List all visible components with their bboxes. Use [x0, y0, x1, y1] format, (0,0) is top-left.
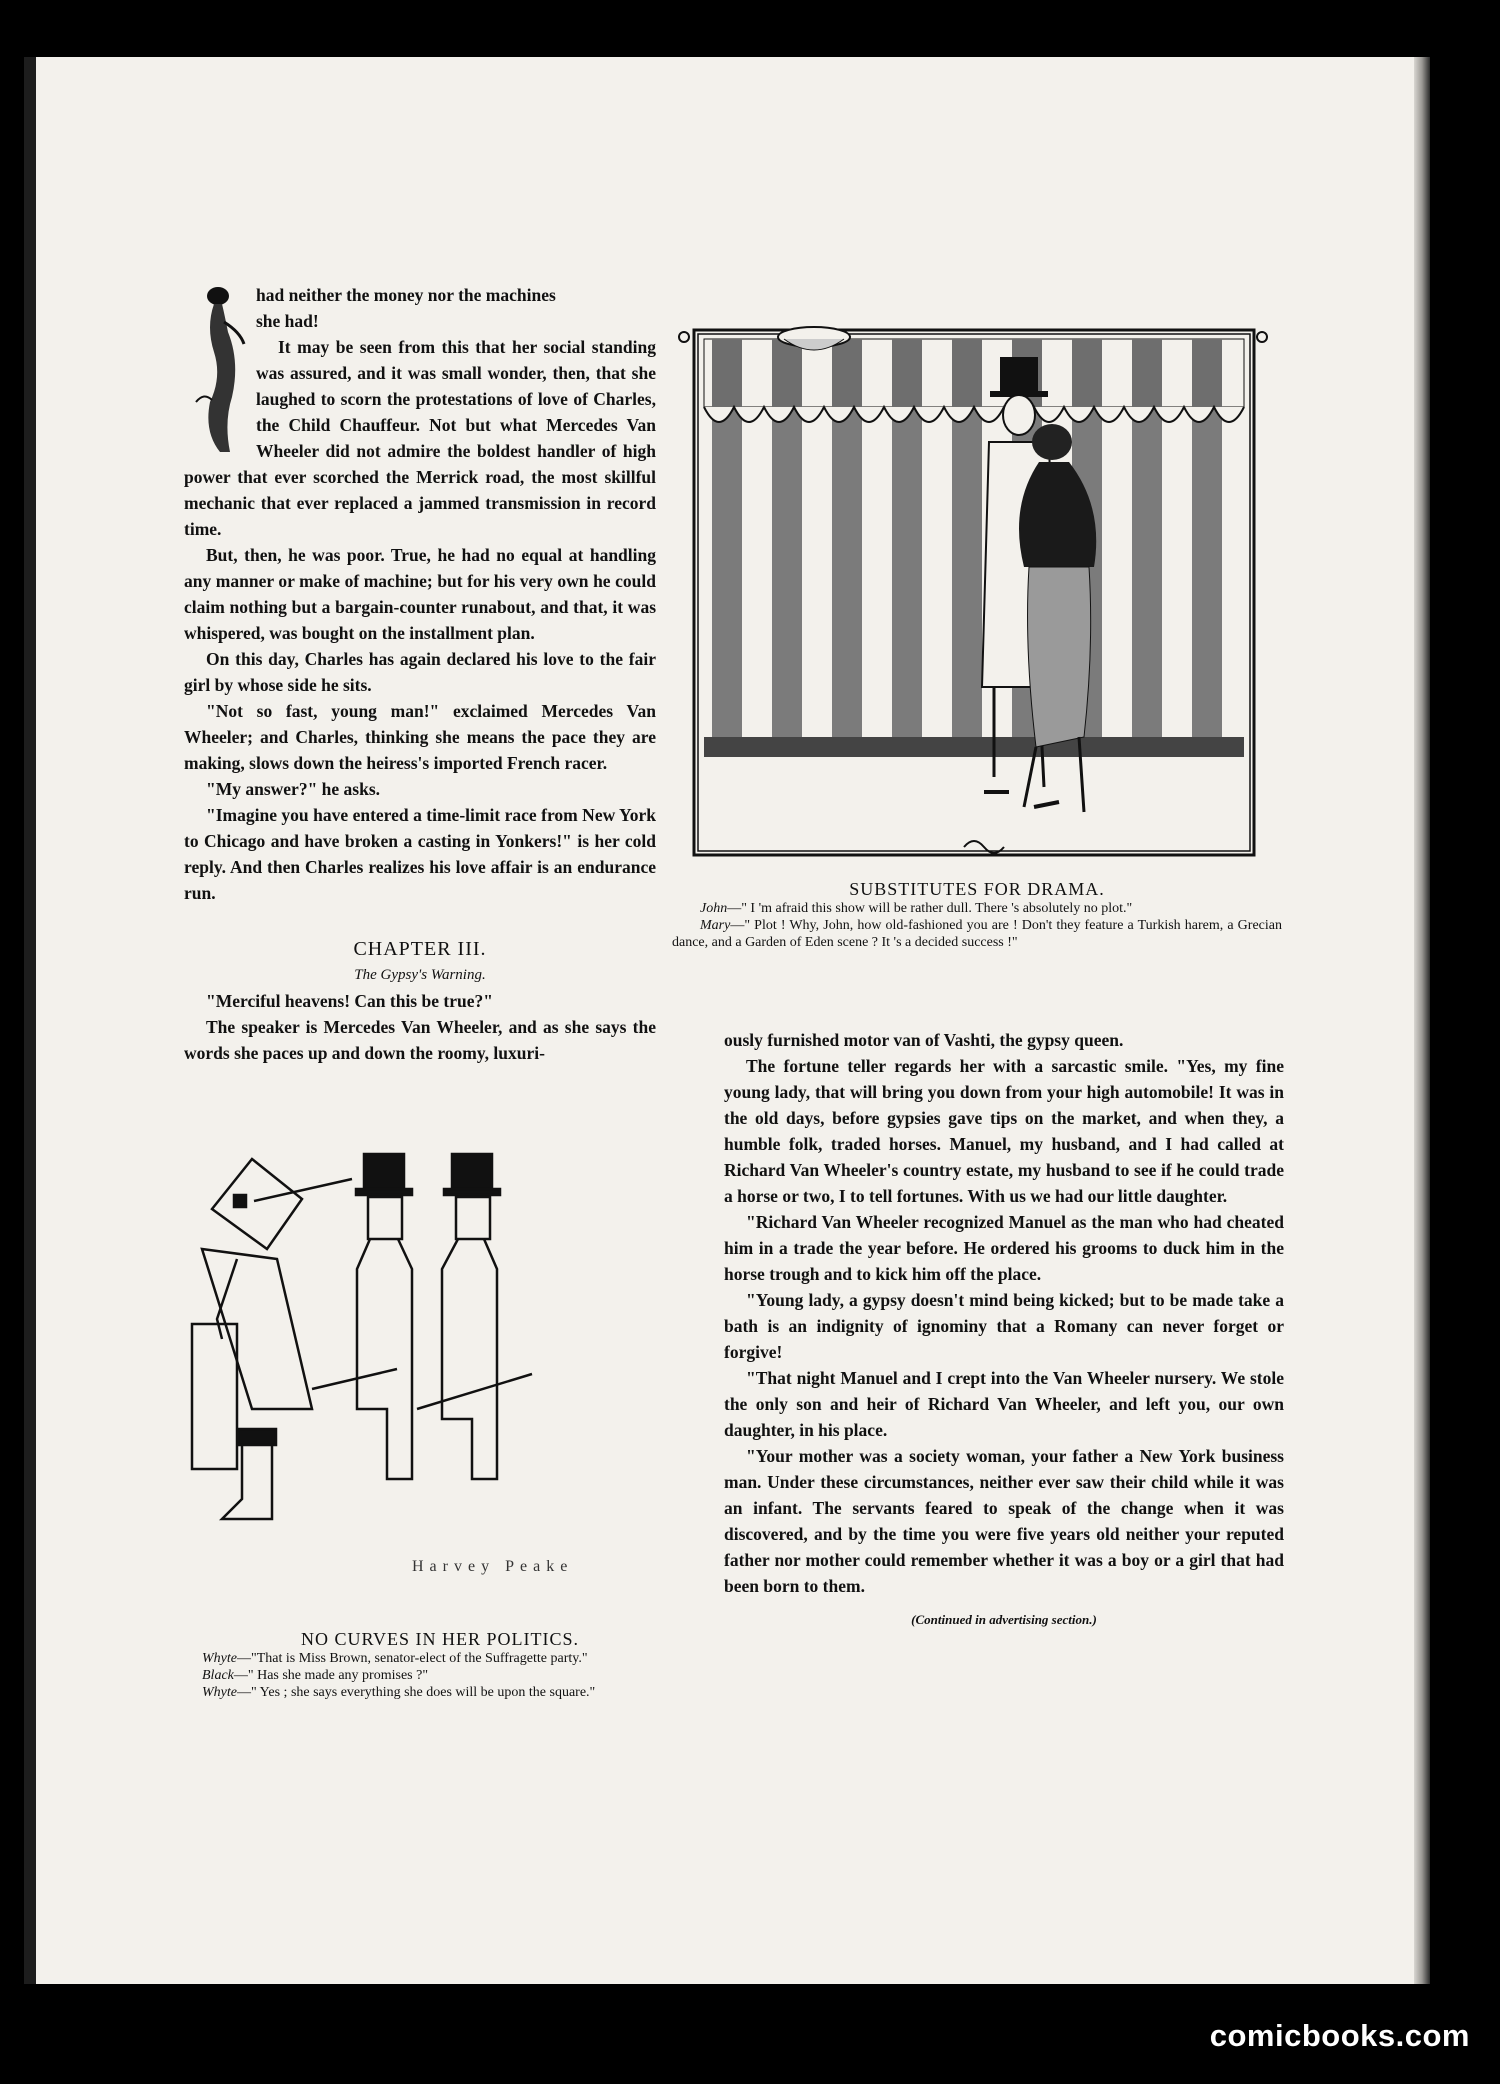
caption-title: NO CURVES IN HER POLITICS.	[300, 1629, 580, 1649]
caption-title: SUBSTITUTES FOR DRAMA.	[849, 879, 1105, 899]
paragraph: "My answer?" he asks.	[206, 779, 381, 799]
paragraph: The speaker is Mercedes Van Wheeler, and as she says the words she paces up and down the roomy, luxuri-	[184, 1017, 656, 1063]
caption-dialogue: John—" I 'm afraid this show will be rather dull. There 's absolutely no plot." Mary—" Plot ! Why, John, how old-fashioned you are ! Don't they feature a Turkish harem, a Grecian dance, and a Garden of Eden scene ? It 's a decided success !"	[672, 901, 1282, 950]
paragraph: "Not so fast, young man!" exclaimed Mercedes Van Wheeler; and Charles, thinking she means the pace they are making, slows down the heiress's imported French racer.	[184, 701, 656, 773]
speaker-name: Black	[202, 1668, 234, 1683]
dialogue-line: "That is Miss Brown, senator-elect of the Suffragette party."	[250, 1651, 588, 1666]
dropcap-line-2: she had!	[256, 311, 319, 331]
site-watermark: comicbooks.com	[1209, 2018, 1470, 2053]
suffragette-figure	[192, 1159, 352, 1519]
dialogue-line: " I 'm afraid this show will be rather dull. There 's absolutely no plot."	[741, 901, 1133, 916]
dialogue-line: " Has she made any promises ?"	[247, 1668, 429, 1683]
paragraph: "Your mother was a society woman, your father a New York business man. Under these circumstances, neither ever saw their child while it was an infant. The servants feared to speak of the change when it was discovered, and by the time you were five years old neither your reputed father nor mother could remember whether it was a boy or a girl that had been born to them.	[724, 1446, 1284, 1596]
striped-wall	[704, 407, 1244, 737]
speaker-name: Mary	[700, 918, 731, 933]
speaker-name: Whyte	[202, 1685, 237, 1700]
paragraph: The fortune teller regards her with a sarcastic smile. "Yes, my fine young lady, that will bring you down from your high automobile! It was in the old days, before gypsies gave tips on the market, and when they, a humble folk, traded horses. Manuel, my husband, and I had called at Richard Van Wheeler's country estate, my husband to see if he could trade a horse or two, I to tell fortunes. With us we had our little daughter.	[724, 1056, 1284, 1206]
chapter-subtitle: The Gypsy's Warning.	[354, 967, 486, 983]
paragraph: "Imagine you have entered a time-limit race from New York to Chicago and have broken a casting in Yonkers!" is her cold reply. And then Charles realizes his love affair is an endurance run.	[184, 805, 656, 903]
paragraph: "Richard Van Wheeler recognized Manuel as the man who had cheated him in a trade the year before. He ordered his grooms to duck him in the horse trough and to kick him off the place.	[724, 1212, 1284, 1284]
paragraph: "Merciful heavens! Can this be true?"	[206, 991, 493, 1011]
caption-top-block	[672, 879, 1282, 951]
page-edge-shadow	[1414, 57, 1430, 1984]
dropcap-lady-illustration	[184, 282, 248, 457]
paragraph: It may be seen from this that her social standing was assured, and it was small wonder, then, that she laughed to scorn the protestations of love of Charles, the Child Chauffeur. Not but what Mercedes Van Wheeler did not admire the boldest handler of high power that ever scorched the Merrick road, the most skillful mechanic that ever replaced a jammed transmission in record time.	[184, 337, 656, 539]
gentleman-figures	[312, 1154, 532, 1479]
continued-note: (Continued in advertising section.)	[911, 1612, 1097, 1627]
cartoon-substitutes-for-drama	[664, 267, 1284, 857]
chapter-title: CHAPTER III.	[353, 938, 487, 960]
cartoon-no-curves	[172, 1139, 692, 1609]
dropcap-line-1: had neither the money nor the machines	[256, 285, 556, 305]
paragraph: "Young lady, a gypsy doesn't mind being kicked; but to be made take a bath is an indignity of ignominy that a Romany can never forget or forgive!	[724, 1290, 1284, 1362]
paragraph: But, then, he was poor. True, he had no equal at handling any manner or make of machine; but for his very own he could claim nothing but a bargain-counter runabout, and that, it was whispered, was bought on the installment plan.	[184, 545, 656, 643]
right-column-text	[724, 1027, 1284, 1633]
dialogue-line: " Yes ; she says everything she does will be upon the square."	[250, 1685, 596, 1700]
paragraph: "That night Manuel and I crept into the Van Wheeler nursery. We stole the only son and heir of Richard Van Wheeler, and left you, our own daughter, in his place.	[724, 1368, 1284, 1440]
paragraph: ously furnished motor van of Vashti, the gypsy queen.	[724, 1030, 1124, 1050]
caption-dialogue: Whyte—"That is Miss Brown, senator-elect of the Suffragette party." Black—" Has she made any promises ?" Whyte—" Yes ; she says everything she does will be upon the square."	[202, 1651, 596, 1700]
magazine-page	[24, 57, 1430, 1984]
cartoon-signature: Harvey Peake	[412, 1558, 574, 1575]
paragraph: On this day, Charles has again declared his love to the fair girl by whose side he sits.	[184, 649, 656, 695]
awning	[704, 327, 1244, 422]
speaker-name: John	[700, 901, 728, 916]
binding-spine	[24, 57, 36, 1984]
left-column-text	[184, 282, 656, 1066]
speaker-name: Whyte	[202, 1651, 237, 1666]
dialogue-line: " Plot ! Why, John, how old-fashioned you are ! Don't they feature a Turkish harem, a Grecian dance, and a Garden of Eden scene ? It 's a decided success !"	[672, 918, 1282, 950]
caption-bottom-block	[174, 1629, 706, 1701]
